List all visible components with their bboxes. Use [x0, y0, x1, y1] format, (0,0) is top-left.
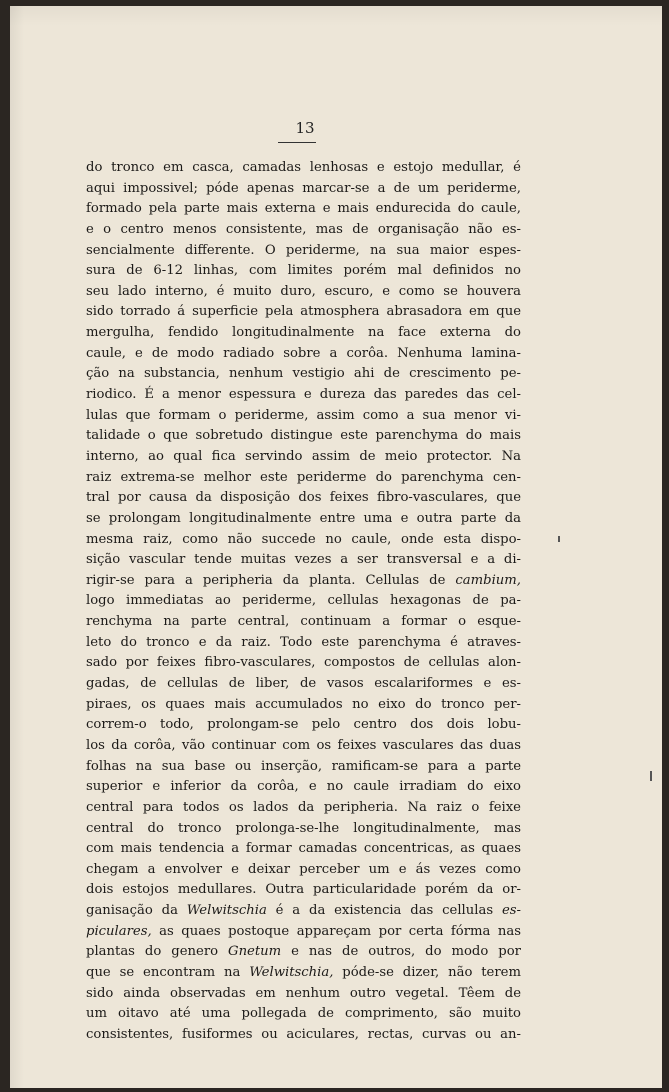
text-line: [86, 942, 521, 963]
text-segment: e nas de outros, do modo por: [281, 944, 521, 960]
text-line: [86, 777, 521, 798]
text-segment: sencialmente differente. O periderme, na sua maior espes-: [86, 242, 521, 258]
text-segment: rigir-se para a peripheria da planta. Cellulas de: [86, 572, 456, 588]
text-line: [86, 880, 521, 901]
body-text: [86, 158, 521, 1046]
text-segment: talidade o que sobretudo distingue este parenchyma do mais: [86, 428, 521, 444]
text-line: [86, 984, 521, 1005]
text-line: [86, 715, 521, 736]
text-segment: logo immediatas ao periderme, cellulas hexagonas de pa-: [86, 593, 521, 609]
italic-text: Gnetum: [228, 944, 282, 960]
page-number-rule: [278, 142, 316, 143]
text-line: [86, 364, 521, 385]
text-segment: piraes, os quaes mais accumulados no eixo do tronco per-: [86, 696, 521, 712]
text-segment: mesma raiz, como não succede no caule, onde esta dispo-: [86, 531, 521, 547]
text-segment: central do tronco prolonga-se-lhe longitudinalmente, mas: [86, 820, 521, 836]
text-line: [86, 179, 521, 200]
text-segment: que se encontram na: [86, 964, 250, 980]
text-line: [86, 757, 521, 778]
text-segment: é a da existencia das cellulas: [266, 903, 502, 919]
italic-text: Welwitschia,: [249, 964, 334, 980]
margin-mark: [558, 536, 560, 542]
text-segment: gadas, de cellulas de liber, de vasos escalariformes e es-: [86, 676, 521, 692]
text-line: [86, 901, 521, 922]
text-line: [86, 653, 521, 674]
text-segment: e o centro menos consistente, mas de organisação não es-: [86, 221, 521, 237]
text-segment: correm-o todo, prolongam-se pelo centro dos dois lobu-: [86, 717, 521, 733]
text-line: [86, 839, 521, 860]
text-line: [86, 488, 521, 509]
text-segment: um oitavo até uma pollegada de comprimento, são muito: [86, 1006, 521, 1022]
text-line: [86, 530, 521, 551]
text-segment: aqui impossivel; póde apenas marcar-se a de um periderme,: [86, 180, 521, 196]
text-segment: interno, ao qual fica servindo assim de meio protector. Na: [86, 448, 521, 464]
text-segment: sição vascular tende muitas vezes a ser transversal e a di-: [86, 552, 521, 568]
text-segment: seu lado interno, é muito duro, escuro, e como se houvera: [86, 283, 521, 299]
italic-text: cambium,: [455, 572, 521, 588]
text-segment: dois estojos medullares. Outra particularidade porém da or-: [86, 882, 521, 898]
text-line: [86, 612, 521, 633]
text-line: [86, 158, 521, 179]
text-segment: ção na substancia, nenhum vestigio ahi de crescimento pe-: [86, 366, 521, 382]
text-line: [86, 860, 521, 881]
text-segment: sado por feixes fibro-vasculares, compostos de cellulas alon-: [86, 655, 521, 671]
text-line: [86, 736, 521, 757]
text-segment: do tronco em casca, camadas lenhosas e estojo medullar, é: [86, 160, 521, 175]
text-segment: sido torrado á superficie pela atmosphera abrasadora em que: [86, 304, 521, 320]
text-segment: riodico. É a menor espessura e dureza das paredes das cel-: [86, 387, 521, 403]
italic-text: es-: [501, 903, 521, 919]
text-segment: plantas do genero: [86, 944, 229, 960]
text-segment: raiz extrema-se melhor este periderme do parenchyma cen-: [86, 469, 521, 485]
text-line: [86, 447, 521, 468]
text-segment: central para todos os lados da peripheria. Na raiz o feixe: [86, 799, 521, 815]
text-line: [86, 798, 521, 819]
text-segment: superior e inferior da corôa, e no caule irradiam do eixo: [86, 779, 521, 795]
text-segment: se prolongam longitudinalmente entre uma e outra parte da: [86, 510, 521, 526]
text-line: [86, 282, 521, 303]
text-segment: lulas que formam o periderme, assim como a sua menor vi-: [86, 407, 521, 423]
text-segment: sido ainda observadas em nenhum outro vegetal. Têem de: [86, 985, 521, 1001]
text-line: [86, 406, 521, 427]
text-segment: tral por causa da disposição dos feixes fibro-vasculares, que: [86, 490, 521, 506]
text-line: [86, 633, 521, 654]
text-line: [86, 261, 521, 282]
text-line: [86, 199, 521, 220]
text-segment: mergulha, fendido longitudinalmente na face externa do: [86, 325, 521, 341]
text-line: [86, 385, 521, 406]
italic-text: Welwitschia: [186, 903, 267, 919]
text-line: [86, 550, 521, 571]
text-line: [86, 922, 521, 943]
text-line: [86, 344, 521, 365]
margin-mark: [650, 771, 652, 781]
book-page: [10, 6, 662, 1088]
text-line: [86, 509, 521, 530]
text-segment: as quaes postoque appareçam por certa fórma nas: [151, 923, 521, 939]
text-line: [86, 302, 521, 323]
text-segment: chegam a envolver e deixar perceber um e ás vezes como: [86, 861, 521, 877]
text-segment: ganisação da: [86, 903, 187, 919]
text-line: [86, 426, 521, 447]
text-line: [86, 591, 521, 612]
text-segment: com mais tendencia a formar camadas concentricas, as quaes: [86, 841, 521, 857]
text-line: [86, 468, 521, 489]
text-line: [86, 695, 521, 716]
text-segment: sura de 6-12 linhas, com limites porém mal definidos no: [86, 263, 521, 279]
text-segment: leto do tronco e da raiz. Todo este parenchyma é atraves-: [86, 634, 521, 650]
text-line: [86, 1004, 521, 1025]
text-segment: renchyma na parte central, continuam a formar o esque-: [86, 614, 521, 630]
text-line: [86, 963, 521, 984]
text-segment: formado pela parte mais externa e mais endurecida do caule,: [86, 201, 521, 217]
text-segment: póde-se dizer, não terem: [333, 964, 521, 980]
text-line: [86, 674, 521, 695]
text-line: [86, 241, 521, 262]
text-segment: caule, e de modo radiado sobre a corôa. Nenhuma lamina-: [86, 345, 521, 361]
text-line: [86, 323, 521, 344]
text-segment: consistentes, fusiformes ou aciculares, rectas, curvas ou an-: [86, 1026, 521, 1042]
text-line: [86, 819, 521, 840]
page-number: 13: [295, 119, 315, 137]
text-segment: los da corôa, vão continuar com os feixes vasculares das duas: [86, 737, 521, 753]
text-segment: folhas na sua base ou inserção, ramificam-se para a parte: [86, 758, 521, 774]
text-line: [86, 220, 521, 241]
text-line: [86, 1025, 521, 1046]
italic-text: piculares,: [86, 923, 152, 939]
text-line: [86, 571, 521, 592]
